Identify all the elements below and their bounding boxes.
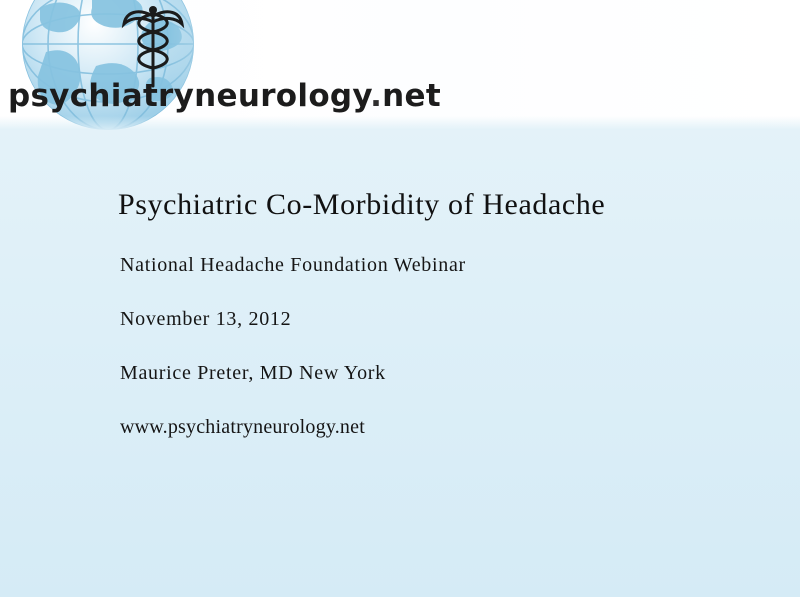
slide-subtitle-event: National Headache Foundation Webinar [120, 254, 466, 276]
logo-text-tld: net [382, 78, 441, 114]
slide-presenter: Maurice Preter, MD New York [120, 362, 386, 384]
header-band-fade [0, 116, 800, 130]
slide-date: November 13, 2012 [120, 308, 292, 330]
slide-website: www.psychiatryneurology.net [120, 416, 365, 438]
slide-header-band [0, 0, 800, 130]
logo-text-main: psychiatryneurology [8, 78, 371, 114]
slide-title: Psychiatric Co-Morbidity of Headache [118, 188, 606, 221]
logo-text-dot: . [370, 78, 383, 114]
site-logo-text [8, 78, 441, 114]
slide-body [0, 130, 800, 597]
